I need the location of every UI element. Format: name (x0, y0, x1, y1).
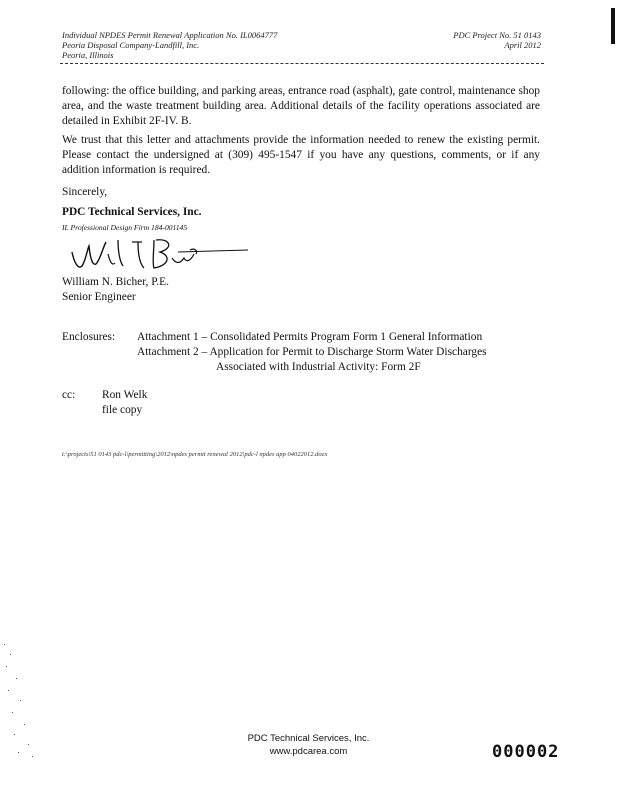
body-paragraph-2: We trust that this letter and attachments provide the information needed to renew the existing permit. Please contact the undersigned at (309) 495-1547 if you have any questions, comments, or if any addition information is required. (62, 134, 540, 176)
header-company-line: Peoria Disposal Company-Landfill, Inc. (62, 40, 200, 50)
body-paragraph-1: following: the office building, and parking areas, entrance road (asphalt), gate control, maintenance shop area, and the waste treatment building area. Additional details of the facility operations associated are detailed in Exhibit 2F-IV. B. (62, 85, 540, 127)
signature-company: PDC Technical Services, Inc. (62, 206, 202, 218)
signer-title: Senior Engineer (62, 291, 136, 303)
header-location-line: Peoria, Illinois (62, 50, 114, 60)
cc-file-copy: file copy (102, 404, 143, 416)
page-number-stamp: 000002 (492, 742, 560, 762)
enclosure-attachment-2-continued: Associated with Industrial Activity: Form 2F (216, 361, 421, 373)
enclosure-attachment-1: Attachment 1 – Consolidated Permits Program Form 1 General Information (137, 331, 483, 343)
footer-company: PDC Technical Services, Inc. (247, 733, 370, 744)
header-permit-line: Individual NPDES Permit Renewal Application No. IL0064777 (62, 30, 278, 40)
header-date: April 2012 (504, 40, 541, 50)
header-divider (60, 63, 544, 64)
cc-recipient: Ron Welk (102, 389, 148, 401)
scan-margin-mark (611, 8, 615, 44)
header-right (453, 30, 541, 50)
footer-website: www.pdcarea.com (269, 746, 348, 757)
closing-salutation: Sincerely, (62, 186, 108, 198)
header-left (62, 30, 277, 60)
enclosure-attachment-2: Attachment 2 – Application for Permit to Discharge Storm Water Discharges (137, 346, 487, 358)
cc-label: cc: (62, 389, 76, 401)
header-project-number: PDC Project No. 51 0143 (453, 30, 541, 40)
signer-name: William N. Bicher, P.E. (62, 276, 169, 288)
signature-image (60, 228, 250, 278)
design-firm-license: IL Professional Design Firm 184-001145 (62, 223, 188, 232)
enclosures-label: Enclosures: (62, 331, 116, 343)
document-file-path: t:\projects\51 0143 pdc-l\permitting\2012\npdes permit renewal 2012\pdc-l npdes app 04022012.docx (62, 451, 328, 458)
